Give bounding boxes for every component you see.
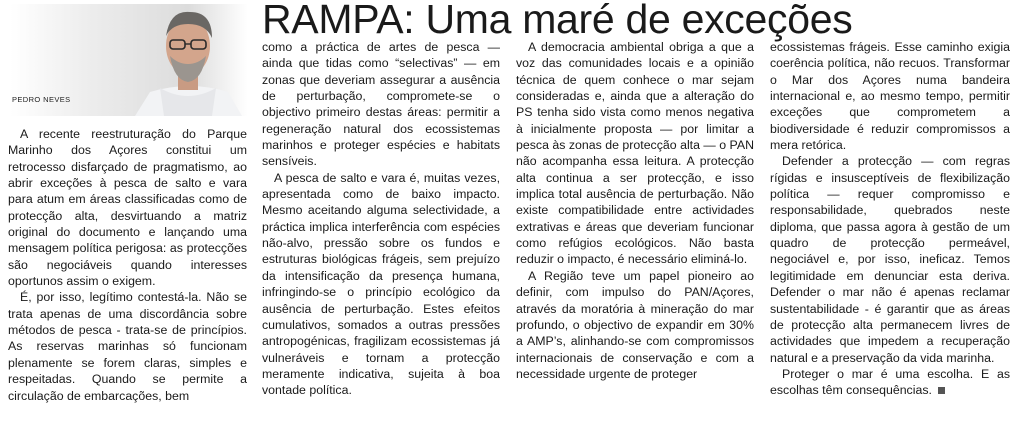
column-1	[8, 126, 247, 404]
column-4	[770, 39, 1010, 399]
paragraph: como a práctica de artes de pesca — ainda que tidas como “selectivas” — em zonas que deveriam assegurar a ausência de perturbação, compromete-se o objectivo primeiro destas áreas: permitir a regeneração natural dos ecossistemas marinhos e proteger espécies e habitats sensíveis.	[262, 40, 500, 169]
paragraph: A Região teve um papel pioneiro ao definir, com impulso do PAN/Açores, através da moratória à mineração do mar profundo, o objectivo de expandir em 30% a AMP’s, alinhando-se com compromissos internacionais de conservação e com a necessidade urgente de proteger	[516, 268, 754, 381]
column-2	[262, 39, 500, 399]
paragraph: É, por isso, legítimo contestá-la. Não se trata apenas de uma discordância sobre métodos de pesca - trata-se de princípios. As reservas marinhas só funcionam plenamente se forem claras, simples e respeitadas. Quando se permite a circulação de embarcações, bem	[8, 290, 247, 403]
final-paragraph	[770, 366, 1010, 399]
end-of-article-mark	[938, 387, 945, 394]
paragraph: A democracia ambiental obriga a que a voz das comunidades locais e a opinião técnica de quem conhece o mar sejam consideradas e, ainda que a alteração do PS tenha sido vista como menos negativa à inicialmente proposta — por limitar a pesca às zonas de protecção alta — o PAN não acompanha essa leitura. A protecção alta continua a ser protecção, e isso implica total ausência de perturbação. Não existe compatibilidade entre actividades extrativas e áreas que deveriam funcionar como refúgios ecológicos. Não basta reduzir o impacto, é necessário eliminá-lo.	[516, 40, 754, 267]
author-name: PEDRO NEVES	[12, 95, 71, 104]
paragraph: Defender a protecção — com regras rígidas e insusceptíveis de flexibilização política — requer compromisso e responsabilidade, quebrados neste diploma, que passa agora à gestão de um quadro de protecção permeável, negociável e, por isso, ineficaz. Temos legitimidade em denunciar esta deriva. Defender o mar não é apenas reclamar sustentabilidade - é garantir que as áreas de protecção alta permanecem livres de actividades que impedem a recuperação natural e a preservação da vida marinha.	[770, 154, 1010, 365]
article-title: RAMPA: Uma maré de exceções	[262, 0, 853, 42]
paragraph: A recente reestruturação do Parque Marinho dos Açores constitui um retrocesso disfarçado de pragmatismo, ao abrir exceções à pesca de salto e vara para atum em áreas classificadas como de protecção alta, desvirtuando a matriz original do documento e lançando uma mensagem política perigosa: as protecções são negociáveis quando interesses oportunos assim o exigem.	[8, 127, 247, 289]
column-3	[516, 39, 754, 382]
paragraph: A pesca de salto e vara é, muitas vezes, apresentada como de baixo impacto. Mesmo aceitando alguma selectividade, a práctica implica interferência com espécies não-alvo, pressão sobre os fundos e estruturas biológicas frágeis, sem prejuízo da intensificação da presença humana, infringindo-se o princípio ecológico da ausência de perturbação. Estes efeitos cumulativos, somados a outras pressões antropogénicas, fragilizam ecossistemas já vulneráveis e tornam a protecção meramente indicativa, sujeita à boa vontade política.	[262, 170, 500, 398]
paragraph-text: Proteger o mar é uma escolha. E as escolhas têm consequências.	[770, 366, 1010, 398]
paragraph: ecossistemas frágeis. Esse caminho exigia coerência política, não recuos. Transformar o Mar dos Açores numa bandeira internacional e, ao mesmo tempo, permitir exceções que comprometem a biodiversidade é reduzir compromissos a mera retórica.	[770, 40, 1010, 153]
